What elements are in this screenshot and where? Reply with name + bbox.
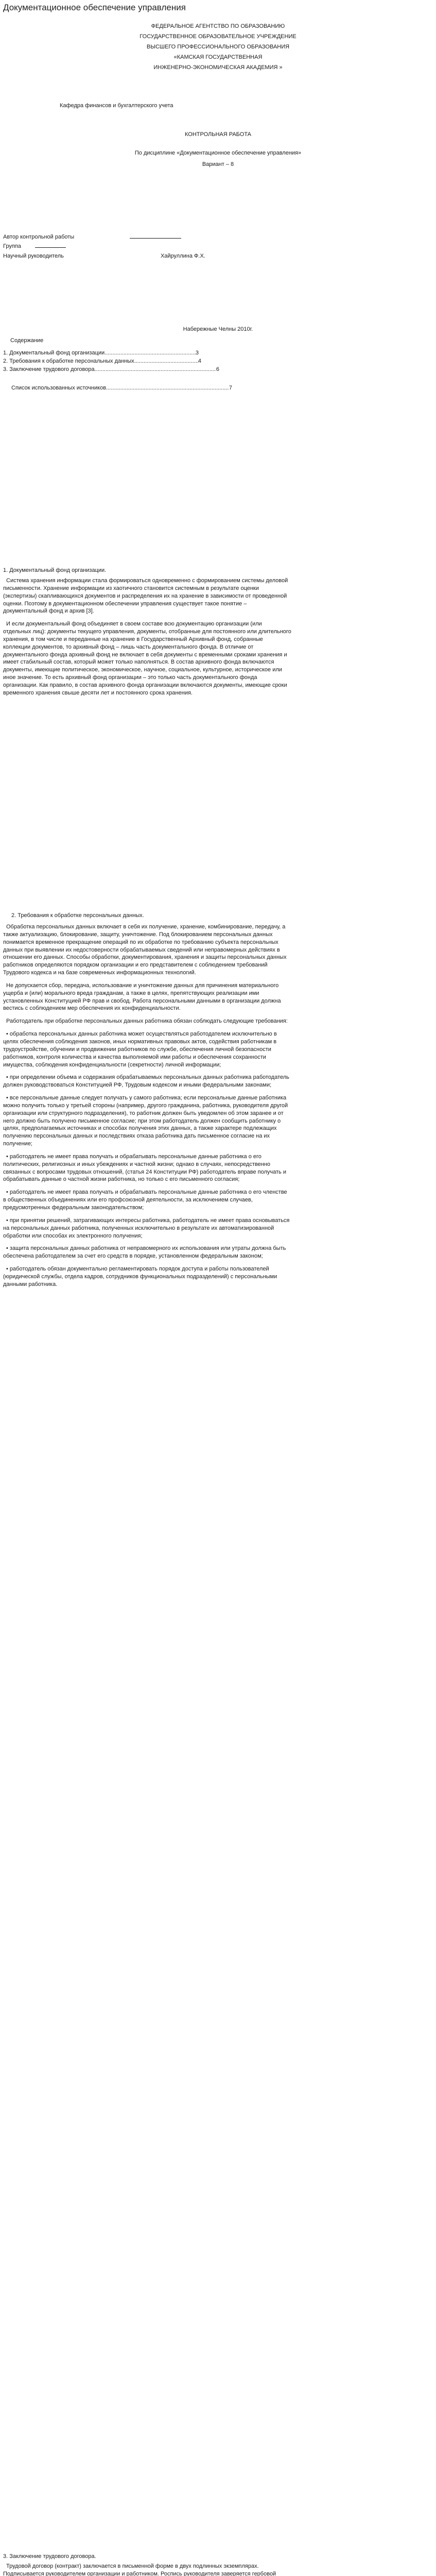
toc-item-page: 7 bbox=[229, 385, 232, 391]
paragraph: Обработка персональных данных включает в себя их получение, хранение, комбинирование, передачу, а также актуализацию, блокирование, защиту, уничтожение. Под блокированием персональных данных понимается временное прекращение операций по их обработке по требованию субъекта персональных данных при выявлении их недостоверности обрабатываемых сведений или неправомерных действиях в отношении его данных. Способы обработки, документирования, хранения и защиты персональных данных работников определяются порядком организации и его представителем с соблюдением требований Трудового кодекса и на базе современных информационных технологий. bbox=[3, 924, 287, 976]
toc-dots bbox=[106, 384, 229, 393]
institution-header bbox=[0, 23, 436, 74]
toc-item[interactable] bbox=[3, 366, 219, 374]
author-signature-line bbox=[130, 233, 181, 239]
toc-dots bbox=[104, 349, 196, 358]
bullet-item: • все персональные данные следует получать у самого работника; если персональные данные работника можно получить только у третьей стороны (например, другого гражданина, работника, руководителя другой организации или структурного подразделения), то работник должен быть уведомлен об этом заранее и от него должно быть получено письменное согласие; при этом работодатель должен сообщить работнику о целях, предполагаемых источниках и способах получения этих данных, а также характере подлежащих получению персональных данных и последствиях отказа работника дать письменное согласие на их получение; bbox=[3, 1095, 288, 1147]
header-line: ИНЖЕНЕРНО-ЭКОНОМИЧЕСКАЯ АКАДЕМИЯ » bbox=[153, 64, 283, 71]
city-year: Набережные Челны 2010г. bbox=[183, 326, 253, 332]
discipline: По дисциплине «Документационное обеспечение управления» bbox=[134, 150, 302, 156]
header-line: ФЕДЕРАЛЬНОЕ АГЕНТСТВО ПО ОБРАЗОВАНИЮ bbox=[151, 23, 285, 29]
toc-item[interactable] bbox=[3, 349, 199, 358]
toc-item[interactable] bbox=[3, 358, 201, 366]
toc-item-label: 1. Документальный фонд организации bbox=[3, 350, 105, 356]
section-heading: 1. Документальный фонд организации. bbox=[3, 567, 107, 573]
group-line bbox=[35, 242, 66, 248]
department-label: Кафедра финансов и бухгалтерского учета bbox=[60, 103, 173, 109]
toc-dots bbox=[95, 366, 216, 374]
table-of-contents bbox=[3, 337, 312, 393]
supervisor-name: Хайруллина Ф.Х. bbox=[160, 253, 205, 259]
paragraph: Работодатель при обработке персональных данных работника обязан соблюдать следующие требования: bbox=[6, 1018, 288, 1025]
toc-item-label: 2. Требования к обработке персональных данных bbox=[3, 358, 134, 364]
bullet-item: • защита персональных данных работника от неправомерного их использования или утраты должна быть обеспечена работодателем за счет его средств в порядке, установленном федеральным законом; bbox=[3, 1245, 286, 1260]
work-type: КОНТРОЛЬНАЯ РАБОТА bbox=[184, 131, 252, 138]
toc-dots bbox=[134, 358, 198, 366]
section-heading: 3. Заключение трудового договора. bbox=[3, 2553, 96, 2560]
section-body bbox=[3, 577, 291, 697]
paragraph: Не допускается сбор, передача, использование и уничтожение данных для причинения материального ущерба и (или) морального вреда гражданам, а также в целях, препятствующих реализации ими установленных Конституцией РФ прав и свобод. Работа персональными данными в организации должна вестись с соблюдением мер обеспечения их конфиденциальности. bbox=[3, 982, 281, 1012]
bullet-item: • работодатель обязан документально регламентировать порядок доступа и работы пользователей (юридической службы, отдела кадров, сотрудников функциональных подразделений) с персональными данными работника. bbox=[3, 1266, 277, 1287]
supervisor-label: Научный руководитель bbox=[3, 253, 64, 259]
bullet-item: • при принятии решений, затрагивающих интересы работника, работодатель не имеет права основываться на персональных данных работника, полученных исключительно в результате их автоматизированной обработки или способах их электронного получения; bbox=[3, 1217, 290, 1239]
toc-item-label: 3. Заключение трудового договора bbox=[3, 366, 95, 372]
variant: Вариант – 8 bbox=[202, 161, 234, 167]
supervisor-row bbox=[3, 252, 205, 260]
group-row bbox=[3, 242, 66, 250]
author-row bbox=[3, 233, 181, 241]
paragraph: И если документальный фонд объединяет в своем составе всю документацию организации (или отдельных лиц): документы текущего управления, документы, отобранные для постоянного или длительного хранения, в том числе и переданные на хранение в Государственный Архивный фонд, собранные коллекции документов, то архивный фонд – лишь часть документального фонда. В отличие от документального фонда архивный фонд не включает в себя документы с временными сроками хранения и имеет стабильный состав, который может только наполняться. В состав архивного фонда включаются документы, имеющие политическое, экономическое, научное, социальное, культурное, историческое или иное значение. То есть архивный фонд организации – это только часть документального фонда организации. Как правило, в состав архивного фонда организации включаются документы, имеющие сроки временного хранения свыше десяти лет и постоянного срока хранения. bbox=[3, 621, 291, 696]
bullet-item: • работодатель не имеет права получать и обрабатывать персональные данные работника о его политических, религиозных и иных убеждениях и частной жизни; однако в случаях, непосредственно связанных с вопросами трудовых отношений, (статья 24 Конституции РФ) работодатель вправе получать и обрабатывать данные о частной жизни работника, но только с его письменного согласия; bbox=[3, 1153, 286, 1183]
page-title: Документационное обеспечение управления bbox=[3, 3, 186, 12]
group-label: Группа bbox=[3, 243, 21, 249]
toc-item-page: 4 bbox=[198, 358, 201, 364]
toc-item-page: 6 bbox=[216, 366, 219, 372]
author-label: Автор контрольной работы bbox=[3, 234, 75, 240]
paragraph: Трудовой договор (контракт) заключается в письменной форме в двух подлинных экземплярах. Подписывается руководителем организации и работником. Роспись руководителя заверяется гербовой bbox=[3, 2563, 276, 2576]
section-heading: 2. Требования к обработке персональных данных. bbox=[11, 912, 144, 919]
header-line: «КАМСКАЯ ГОСУДАРСТВЕННАЯ bbox=[173, 54, 263, 60]
toc-item-page: 3 bbox=[195, 350, 199, 356]
toc-item[interactable] bbox=[3, 384, 232, 393]
section-body bbox=[3, 923, 291, 1289]
header-line: ВЫСШЕГО ПРОФЕССИОНАЛЬНОГО ОБРАЗОВАНИЯ bbox=[146, 44, 290, 50]
header-line: ГОСУДАРСТВЕННОЕ ОБРАЗОВАТЕЛЬНОЕ УЧРЕЖДЕНИЕ bbox=[139, 33, 297, 40]
toc-heading: Содержание bbox=[10, 337, 44, 344]
bullet-item: • при определении объема и содержания обрабатываемых персональных данных работника работодатель должен руководствоваться Конституцией РФ, Трудовым кодексом и иными федеральными законами; bbox=[3, 1074, 289, 1089]
toc-item-label: Список использованных источников bbox=[11, 385, 107, 391]
section-body bbox=[3, 2563, 291, 2576]
paragraph: Система хранения информации стала формироваться одновременно с формированием системы деловой письменности. Хранение информации из хаотичного становится системным в результате оценки (экспертизы) скапливающихся документов и распределения их на хранение в зависимости от проведенной оценки. Поэтому в документационном обеспечении управления существует такое понятие – документальный фонд и архив [3]. bbox=[3, 578, 288, 615]
bullet-item: • работодатель не имеет права получать и обрабатывать персональные данные работника о его членстве в общественных объединениях или его профсоюзной деятельности, за исключением случаев, предусмотренных федеральным законодательством; bbox=[3, 1189, 287, 1211]
bullet-item: • обработка персональных данных работника может осуществляться работодателем исключительно в целях обеспечения соблюдения законов, иных нормативных правовых актов, содействия работникам в трудоустройстве, обучении и продвижении работников по службе, обеспечения личной безопасности работников, контроля количества и качества выполняемой ими работы и обеспечения сохранности имущества, соблюдения конфиденциальности (секретности) личной информации; bbox=[3, 1031, 277, 1068]
